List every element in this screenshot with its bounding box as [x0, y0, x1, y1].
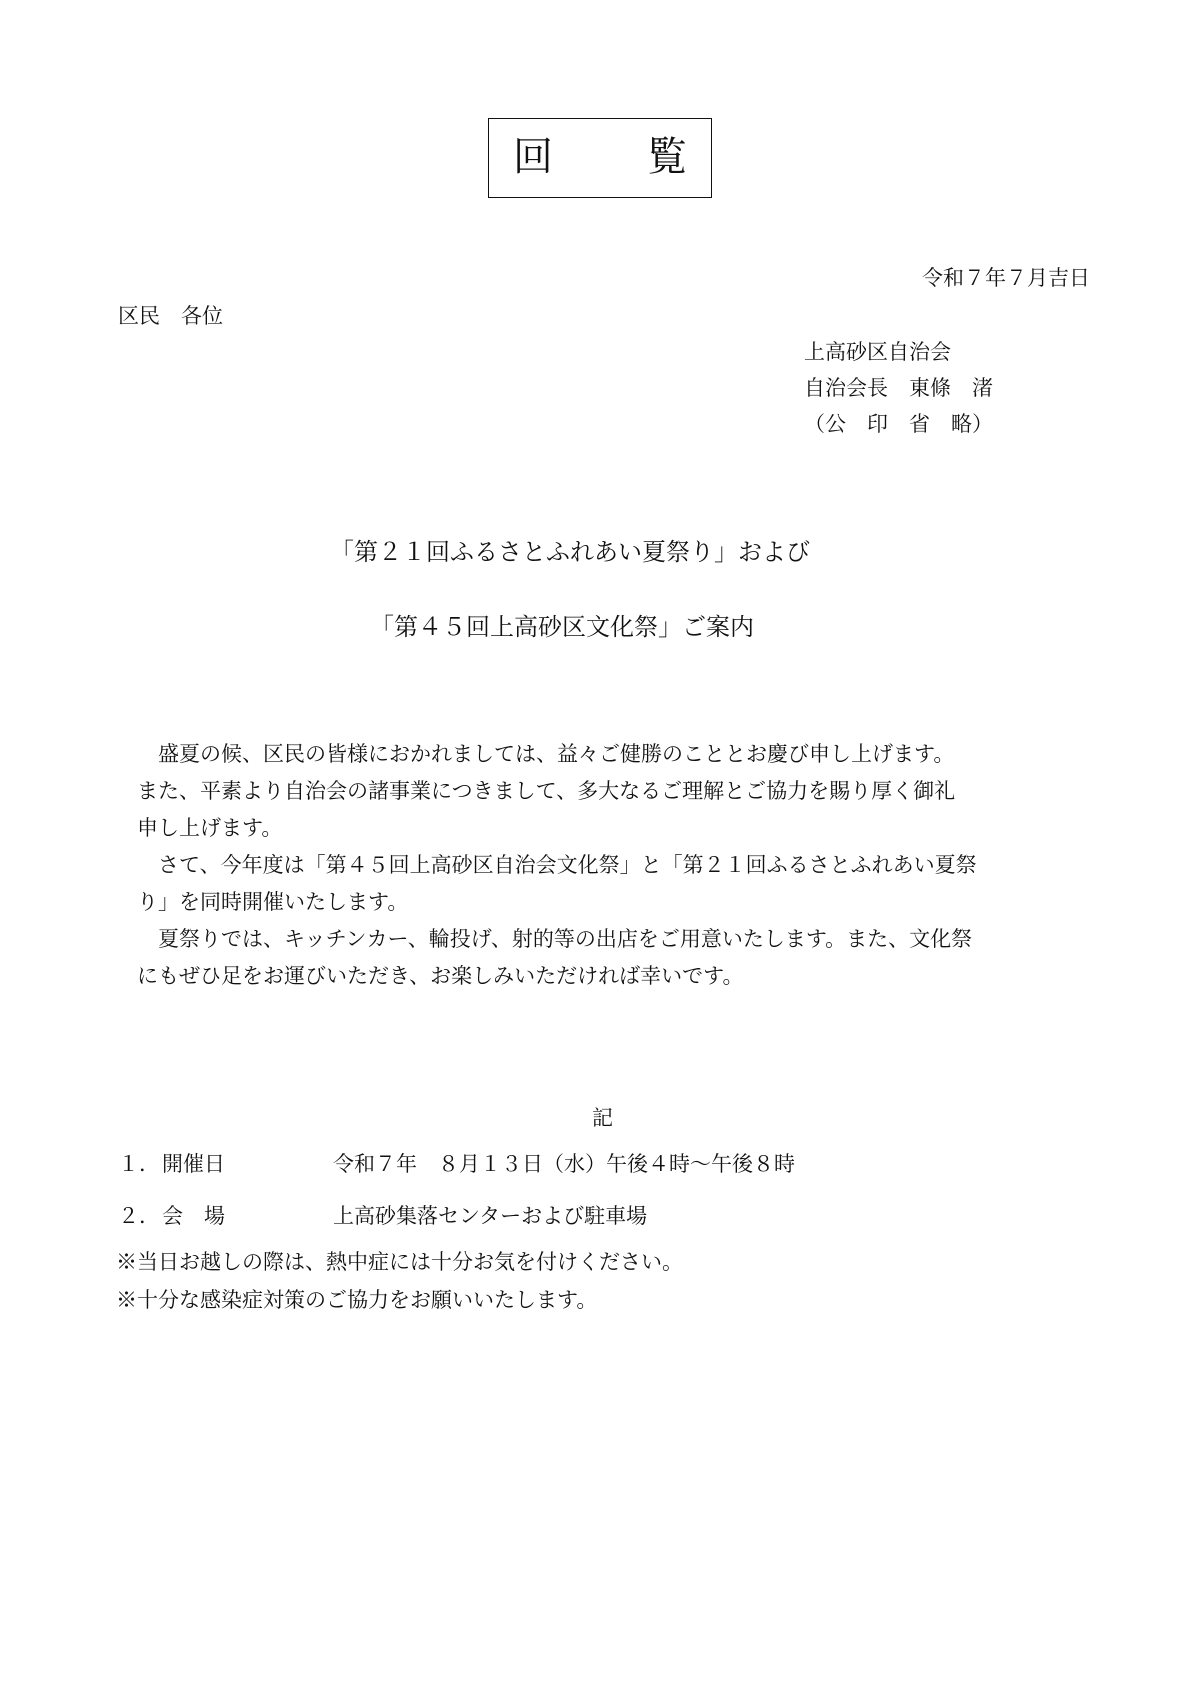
- body-text: [137, 736, 1102, 995]
- title-line-2: 「第４５回上高砂区文化祭」ご案内: [370, 613, 754, 641]
- body-line: にもぜひ足をお運びいただき、お楽しみいただければ幸いです。: [137, 964, 744, 988]
- seal-omitted-note: （公 印 省 略）: [804, 412, 993, 436]
- note-1: ※当日お越しの際は、熱中症には十分お気を付けください。: [116, 1250, 683, 1274]
- note-2: ※十分な感染症対策のご協力をお願いいたします。: [116, 1288, 598, 1312]
- circular-char-1: 回: [513, 134, 553, 180]
- circular-char-2: 覧: [647, 134, 687, 180]
- body-line: さて、今年度は「第４５回上高砂区自治会文化祭」と「第２１回ふるさとふれあい夏祭: [137, 853, 977, 877]
- item-1-label: 開催日: [162, 1152, 225, 1176]
- item-2-value: 上高砂集落センターおよび駐車場: [333, 1204, 648, 1228]
- title-line-1: 「第２１回ふるさとふれあい夏祭り」および: [330, 538, 810, 566]
- item-2-number: ２．: [118, 1204, 160, 1228]
- addressee: 区民 各位: [118, 304, 223, 328]
- body-line: 盛夏の候、区民の皆様におかれましては、益々ご健勝のこととお慶び申し上げます。: [137, 742, 955, 766]
- item-1-value: 令和７年 ８月１３日（水）午後４時～午後８時: [333, 1152, 795, 1176]
- body-line: また、平素より自治会の諸事業につきまして、多大なるご理解とご協力を賜り厚く御礼: [137, 779, 956, 803]
- sender-organization: 上高砂区自治会: [804, 340, 951, 364]
- body-line: 夏祭りでは、キッチンカー、輪投げ、射的等の出店をご用意いたします。また、文化祭: [137, 927, 973, 951]
- sender-chair: 自治会長 東條 渚: [804, 376, 993, 400]
- body-line: り」を同時開催いたします。: [137, 890, 409, 914]
- body-line: 申し上げます。: [137, 816, 283, 840]
- item-1-number: １．: [118, 1152, 160, 1176]
- ki-heading: 記: [592, 1106, 613, 1130]
- issue-date: 令和７年７月吉日: [922, 266, 1090, 290]
- item-2-label: 会 場: [162, 1204, 225, 1228]
- circular-stamp-box: [488, 118, 712, 198]
